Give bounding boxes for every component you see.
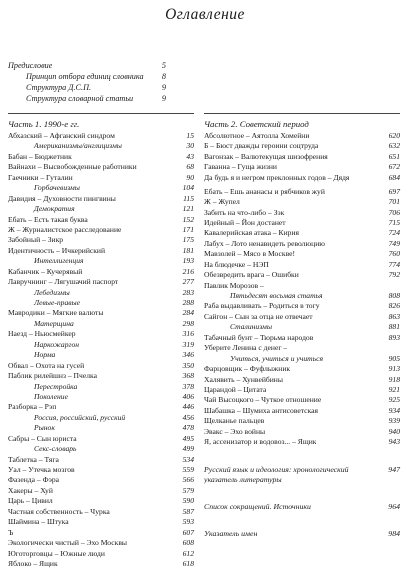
toc-entry[interactable] xyxy=(8,507,194,517)
toc-entry[interactable] xyxy=(8,361,194,371)
toc-entry[interactable] xyxy=(8,298,194,308)
toc-entry-label: Вайнахи – Высвобожденные работники xyxy=(8,162,137,172)
intro-item-label: Предисловие xyxy=(8,61,53,70)
toc-entry-page: 559 xyxy=(182,465,194,474)
intro-item-page: 9 xyxy=(161,83,166,92)
toc-entry[interactable] xyxy=(204,187,400,197)
toc-entry-label: Абхазский – Афганский синдром xyxy=(8,131,115,140)
toc-entry[interactable] xyxy=(204,141,400,151)
toc-entry-page: 499 xyxy=(182,444,194,454)
toc-entry-page: 284 xyxy=(182,308,194,318)
toc-entry-page: 792 xyxy=(388,270,400,280)
toc-entry-page: 964 xyxy=(388,502,400,512)
toc-entry-page: 298 xyxy=(182,318,194,328)
toc-entry[interactable] xyxy=(204,218,400,228)
toc-entry[interactable] xyxy=(8,559,194,569)
toc-entry-label: Идейный – Йон достанет xyxy=(204,217,286,227)
toc-entry-label: Чай Высоцкого – Чуткое отношение xyxy=(204,395,322,405)
toc-entry-page: 925 xyxy=(388,395,400,405)
toc-entry-page: 593 xyxy=(182,517,194,527)
toc-entry-page: 350 xyxy=(182,360,194,370)
toc-entry-label: Б – Бюст дважды героини соцтруда xyxy=(204,141,319,151)
toc-entry-label: Сабры – Сын юриста xyxy=(8,433,77,443)
toc-entry-label: Горбачевизмы xyxy=(34,183,80,193)
toc-entry-page: 893 xyxy=(388,332,400,342)
toc-entry[interactable] xyxy=(8,131,194,141)
toc-entry-page: 277 xyxy=(182,277,194,287)
toc-entry-label: Халявить – Хунвейбины xyxy=(204,374,283,384)
toc-entry-label: Я, ассенизатор и водовоз... – Ящик xyxy=(204,437,317,447)
toc-entry-page: 288 xyxy=(182,298,194,307)
toc-entry[interactable] xyxy=(8,225,194,235)
toc-entry-label: Демократия xyxy=(34,204,75,214)
toc-entry[interactable] xyxy=(8,329,194,339)
intro-item-label: Структура Д.С.П. xyxy=(26,83,92,92)
toc-entry[interactable] xyxy=(8,183,194,193)
toc-entry[interactable] xyxy=(8,308,194,318)
toc-entry[interactable] xyxy=(8,350,194,360)
toc-entry-page: 216 xyxy=(182,266,194,276)
toc-entry-page: 378 xyxy=(182,381,194,391)
toc-entry-label: Царандой – Цитата xyxy=(204,384,267,394)
toc-entry-label: Россия, российский, русский xyxy=(34,412,126,422)
toc-entry-page: 774 xyxy=(388,259,400,269)
toc-entry-label: Лабух – Лото ненавидеть революцию xyxy=(204,238,325,248)
toc-entry-page: 15 xyxy=(186,131,194,140)
toc-entry[interactable] xyxy=(204,354,400,364)
toc-entry-page: 672 xyxy=(388,162,400,172)
toc-entry-page: 579 xyxy=(182,485,194,495)
toc-entry[interactable] xyxy=(8,486,194,496)
toc-entry[interactable] xyxy=(204,502,400,516)
toc-entry[interactable] xyxy=(8,392,194,402)
toc-entry-label: Уберите Ленина с денег – xyxy=(204,343,288,353)
toc-entry[interactable] xyxy=(204,343,400,353)
toc-entry[interactable] xyxy=(204,270,400,280)
toc-entry-page: 697 xyxy=(388,186,400,196)
toc-entry-page: 121 xyxy=(182,204,194,214)
toc-entry-page: 90 xyxy=(186,172,194,182)
toc-entry[interactable] xyxy=(8,444,194,454)
toc-entry[interactable] xyxy=(8,173,194,183)
toc-entry-page: 346 xyxy=(182,350,194,360)
toc-entry[interactable] xyxy=(204,406,400,416)
toc-entry[interactable] xyxy=(204,281,400,291)
toc-entry[interactable] xyxy=(8,475,194,485)
toc-entry-page: 808 xyxy=(388,291,400,301)
toc-entry[interactable] xyxy=(8,235,194,245)
toc-entry-page: 446 xyxy=(182,402,194,412)
toc-entry-label: Американизмы/англицизмы xyxy=(34,141,122,151)
toc-entry-page: 68 xyxy=(186,162,194,172)
toc-entry-page: 587 xyxy=(182,506,194,516)
toc-entry-label: Давидия – Духовности пингвины xyxy=(8,193,116,203)
toc-entry[interactable] xyxy=(204,385,400,395)
toc-entry-page: 607 xyxy=(182,527,194,537)
toc-entry-label: Шаймина – Штука xyxy=(8,517,69,527)
toc-entry-page: 881 xyxy=(388,322,400,332)
toc-entry-page: 947 xyxy=(388,465,400,474)
part1-title: Часть 1. 1990-е гг. xyxy=(8,119,80,129)
toc-entry-label: Павлик Морозов – xyxy=(204,280,264,290)
toc-entry-page: 534 xyxy=(182,454,194,464)
toc-entry-page: 612 xyxy=(182,548,194,558)
toc-entry-label: Уал – Утечка мозгов xyxy=(8,465,75,474)
intro-item-page: 9 xyxy=(161,94,166,103)
toc-entry-page: 368 xyxy=(182,371,194,381)
intro-item[interactable] xyxy=(8,93,166,104)
toc-entry[interactable] xyxy=(8,434,194,444)
toc-entry-label: Интеллигенция xyxy=(34,256,84,266)
toc-entry-page: 715 xyxy=(388,217,400,227)
part2-entries xyxy=(204,131,400,448)
toc-entry-page: 701 xyxy=(388,197,400,207)
toc-entry[interactable] xyxy=(8,152,194,162)
toc-entry[interactable] xyxy=(8,288,194,298)
toc-entry-label: Юготорговцы – Южные люди xyxy=(8,548,105,558)
toc-entry-label: Фазенда – Фэра xyxy=(8,475,60,485)
toc-entry[interactable] xyxy=(204,162,400,172)
toc-entry-label: Ебать – Ешь ананасы и рябчиков жуй xyxy=(204,186,325,196)
toc-entry-page: 632 xyxy=(388,141,400,151)
toc-entry-page: 495 xyxy=(182,433,194,443)
toc-entry-label: Сталинизмы xyxy=(230,322,272,332)
toc-entry[interactable] xyxy=(204,529,400,543)
toc-entry[interactable] xyxy=(204,375,400,385)
toc-entry-page: 651 xyxy=(388,151,400,161)
toc-entry-label: Забойный – Зикр xyxy=(8,235,64,245)
toc-entry-page: 478 xyxy=(182,423,194,433)
toc-entry-label: Ж – Журналистское расследование xyxy=(8,224,122,234)
toc-entry-label: Наезд – Ньюсмейкер xyxy=(8,329,76,339)
intro-item-page: 8 xyxy=(161,72,166,81)
toc-entry-page: 706 xyxy=(388,207,400,217)
toc-entry-label: Ж – Жупел xyxy=(204,197,240,207)
toc-entry[interactable] xyxy=(8,256,194,266)
toc-entry[interactable] xyxy=(204,364,400,374)
toc-entry-page: 760 xyxy=(388,249,400,259)
toc-entry[interactable] xyxy=(8,246,194,256)
toc-entry[interactable] xyxy=(204,312,400,322)
toc-entry-label: Лавручнинг – Лягушачий паспорт xyxy=(8,277,119,287)
toc-entry[interactable] xyxy=(204,152,400,162)
toc-entry[interactable] xyxy=(8,455,194,465)
toc-entry-page: 181 xyxy=(182,245,194,255)
toc-entry-label: Вагонзак – Валютекущая шизофрения xyxy=(204,151,328,161)
toc-entry[interactable] xyxy=(8,517,194,527)
intro-item[interactable] xyxy=(8,71,166,82)
toc-entry-page: 921 xyxy=(388,384,400,394)
toc-entry[interactable] xyxy=(204,427,400,437)
toc-entry-page: 566 xyxy=(182,475,194,485)
toc-entry-label: Экологически чистый – Эхо Москвы xyxy=(8,538,128,548)
intro-item-label: Структура словарной статьи xyxy=(26,94,134,103)
toc-entry[interactable] xyxy=(8,371,194,381)
toc-entry-label: Мавзолей – Мясо в Москве! xyxy=(204,249,296,259)
toc-entry-page: 913 xyxy=(388,364,400,374)
toc-entry[interactable] xyxy=(8,496,194,506)
toc-entry[interactable] xyxy=(8,319,194,329)
toc-entry-label: Русский язык и идеология: хронологический указатель литературы xyxy=(204,465,349,485)
toc-entry[interactable] xyxy=(8,141,194,151)
toc-entry-page: 283 xyxy=(182,287,194,297)
toc-entry-label: Разборка – Рэп xyxy=(8,402,57,412)
toc-entry-label: Частная собственность – Чурка xyxy=(8,506,110,516)
toc-entry-page: 826 xyxy=(388,301,400,311)
part1-entries xyxy=(8,131,194,569)
toc-entry-label: Забить на что-либо – Зэк xyxy=(204,207,285,217)
toc-entry-page: 30 xyxy=(186,141,194,151)
toc-entry[interactable] xyxy=(204,291,400,301)
toc-entry-page: 939 xyxy=(388,416,400,426)
toc-entry-label: Рабa выдавливать – Родиться в тогу xyxy=(204,301,320,311)
appendix-section xyxy=(204,465,400,543)
intro-item-page: 5 xyxy=(161,61,166,70)
toc-entry-page: 940 xyxy=(388,426,400,436)
intro-item[interactable] xyxy=(8,60,166,71)
page-title: Оглавление xyxy=(165,6,245,23)
toc-entry-label: Паблик рилейшнз – Пчелка xyxy=(8,371,97,381)
toc-entry-label: Обвал – Охота на гусей xyxy=(8,360,85,370)
toc-entry-label: Указатель имен xyxy=(204,529,258,539)
toc-entry-label: Матерщина xyxy=(34,318,74,328)
intro-item[interactable] xyxy=(8,82,166,93)
toc-entry[interactable] xyxy=(204,249,400,259)
toc-entry[interactable] xyxy=(204,333,400,343)
toc-entry[interactable] xyxy=(8,382,194,392)
toc-entry-label: Ъ xyxy=(8,527,14,537)
toc-entry[interactable] xyxy=(204,228,400,238)
toc-entry[interactable] xyxy=(204,301,400,311)
toc-entry-label: Левые-правые xyxy=(34,298,81,307)
toc-entry-page: 984 xyxy=(388,529,400,539)
toc-entry-label: Фарцовщик – Фуфлыжник xyxy=(204,364,291,374)
intro-item-label: Принцип отбора единиц словника xyxy=(26,72,144,81)
toc-entry-page: 456 xyxy=(182,412,194,422)
toc-entry[interactable] xyxy=(204,395,400,405)
intro-section xyxy=(8,60,166,104)
toc-entry[interactable] xyxy=(8,528,194,538)
toc-entry-page: 620 xyxy=(388,131,400,140)
toc-entry-page: 684 xyxy=(388,172,400,182)
toc-entry-page: 43 xyxy=(186,151,194,161)
toc-entry-label: Шабашка – Шумиха антисоветская xyxy=(204,405,318,415)
toc-entry-page: 934 xyxy=(388,405,400,415)
toc-entry[interactable] xyxy=(8,340,194,350)
toc-entry-label: Ебать – Есть такая буква xyxy=(8,214,88,224)
toc-entry-label: Мавродики – Мягкие валюты xyxy=(8,308,104,318)
toc-entry-page: 319 xyxy=(182,339,194,349)
toc-entry-page: 608 xyxy=(182,538,194,548)
toc-entry-label: Учиться, учиться и учиться xyxy=(230,353,324,363)
toc-entry-label: Яблоко – Ящик xyxy=(8,558,58,568)
toc-entry[interactable] xyxy=(8,549,194,559)
toc-entry[interactable] xyxy=(8,162,194,172)
toc-entry[interactable] xyxy=(8,413,194,423)
toc-entry-page: 905 xyxy=(388,353,400,363)
toc-entry-label: Идентичность – Ичкерийский xyxy=(8,245,106,255)
toc-entry-page: 618 xyxy=(182,558,194,568)
toc-entry[interactable] xyxy=(8,538,194,548)
divider xyxy=(8,113,194,114)
toc-entry[interactable] xyxy=(204,239,400,249)
toc-entry[interactable] xyxy=(8,402,194,412)
toc-entry[interactable] xyxy=(204,131,400,141)
toc-entry-label: Бабан – Бюджетник xyxy=(8,151,72,161)
toc-entry-label: Да будь я и негром преклонных годов – Дядя xyxy=(204,172,350,182)
toc-entry[interactable] xyxy=(204,197,400,207)
toc-entry[interactable] xyxy=(8,465,194,475)
toc-entry-label: Таблетка – Тяга xyxy=(8,454,59,464)
toc-entry-page: 406 xyxy=(182,391,194,401)
toc-entry-page: 943 xyxy=(388,437,400,447)
toc-entry[interactable] xyxy=(204,437,400,447)
toc-entry-page: 152 xyxy=(182,214,194,224)
toc-entry[interactable] xyxy=(8,194,194,204)
toc-entry-label: Наркожаргон xyxy=(34,339,80,349)
toc-entry-label: Сайгон – Сын за отца не отвечает xyxy=(204,311,313,321)
toc-entry-page: 590 xyxy=(182,496,194,506)
toc-entry-label: Гаванна – Гуща жизни xyxy=(204,162,277,172)
toc-entry-label: Список сокращений. Источники xyxy=(204,502,311,512)
divider xyxy=(204,113,400,114)
toc-entry[interactable] xyxy=(204,465,400,489)
toc-entry[interactable] xyxy=(8,204,194,214)
toc-entry-label: Пятьдесят восьмая статья xyxy=(230,291,323,301)
toc-entry-label: Обезвредить врага – Ошибки xyxy=(204,270,299,280)
toc-entry-page: 115 xyxy=(183,193,194,203)
toc-entry[interactable] xyxy=(204,173,400,187)
toc-entry-page: 104 xyxy=(182,183,194,193)
toc-entry[interactable] xyxy=(204,322,400,332)
toc-entry-label: Кабанчик – Кучерявый xyxy=(8,266,83,276)
toc-entry[interactable] xyxy=(204,208,400,218)
toc-entry-page: 171 xyxy=(182,224,194,234)
toc-entry-label: Абсолютное – Аятолла Хомейни xyxy=(204,131,310,140)
toc-entry-page: 724 xyxy=(388,228,400,238)
toc-entry-page: 918 xyxy=(388,374,400,384)
toc-entry-label: Хакеры – Хуй xyxy=(8,485,53,495)
toc-entry-label: Секс-словарь xyxy=(34,444,77,454)
toc-entry-label: Перестройка xyxy=(34,381,78,391)
toc-entry-page: 749 xyxy=(388,238,400,248)
toc-entry[interactable] xyxy=(8,423,194,433)
toc-entry-page: 316 xyxy=(182,329,194,339)
toc-entry-page: 863 xyxy=(388,311,400,321)
toc-entry-label: Табачный бунт – Тюрьма народов xyxy=(204,332,314,342)
toc-entry-label: Гаечники – Гуталин xyxy=(8,172,73,182)
toc-entry-label: Норма xyxy=(34,350,56,360)
toc-entry[interactable] xyxy=(8,215,194,225)
part2-title: Часть 2. Советский период xyxy=(204,119,309,129)
toc-entry-label: Кавалерийская атака – Кирия xyxy=(204,228,300,238)
toc-entry-label: Рынок xyxy=(34,423,55,433)
toc-entry[interactable] xyxy=(204,260,400,270)
toc-entry-label: Щелканье пальцев xyxy=(204,416,265,426)
toc-entry-page: 175 xyxy=(182,235,194,245)
toc-entry-label: Эвакс – Эхо войны xyxy=(204,426,266,436)
toc-entry-label: Лебедизмы xyxy=(34,287,70,297)
toc-entry[interactable] xyxy=(204,416,400,426)
toc-entry-label: На блюдечке – НЭП xyxy=(204,259,269,269)
toc-entry-page: 193 xyxy=(182,256,194,266)
toc-entry-label: Царь – Цивил xyxy=(8,496,53,506)
toc-entry[interactable] xyxy=(8,277,194,287)
toc-entry-label: Поколение xyxy=(34,391,68,401)
toc-entry[interactable] xyxy=(8,267,194,277)
